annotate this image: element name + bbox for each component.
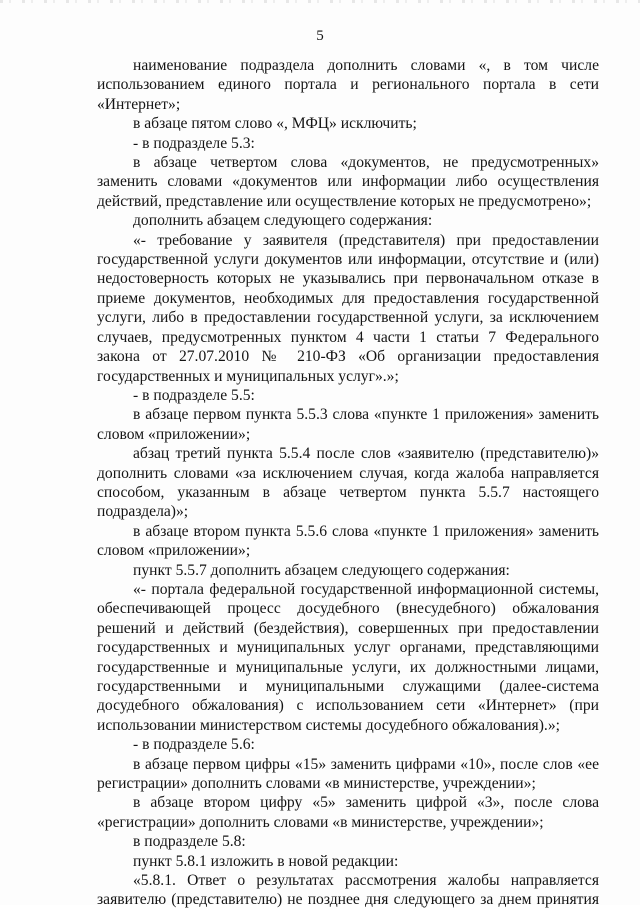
scan-edge-artifact bbox=[0, 0, 640, 3]
document-body bbox=[97, 56, 599, 910]
paragraph: дополнить абзацем следующего содержания: bbox=[133, 212, 433, 230]
paragraph: абзац третий пункта 5.5.4 после слов «заявителю (представителю)» дополнить словами «за исключением случая, когда жалоба направляется способом, указанным в абзаце четвертом пункта 5.5.7 настоящего подраздела)»; bbox=[97, 445, 599, 521]
paragraph: пункт 5.5.7 дополнить абзацем следующего содержания: bbox=[133, 561, 510, 579]
paragraph: пункт 5.8.1 изложить в новой редакции: bbox=[133, 852, 399, 870]
paragraph: в абзаце пятом слово «, МФЦ» исключить; bbox=[133, 115, 417, 133]
paragraph: - в подразделе 5.6: bbox=[133, 736, 255, 754]
paragraph: в подразделе 5.8: bbox=[133, 833, 246, 851]
paragraph: - в подразделе 5.3: bbox=[133, 134, 255, 152]
paragraph: в абзаце первом пункта 5.5.3 слова «пункте 1 приложения» заменить словом «приложении»; bbox=[97, 406, 599, 443]
paragraph: наименование подраздела дополнить словами «, в том числе использованием единого портала и регионального портала в сети «Интернет»; bbox=[97, 57, 599, 113]
paragraph: в абзаце втором пункта 5.5.6 слова «пункте 1 приложения» заменить словом «приложении»; bbox=[97, 522, 599, 560]
page-number: 5 bbox=[316, 28, 324, 44]
paragraph: «- портала федеральной государственной информационной системы, обеспечивающей процесс досудебного (внесудебного) обжалования решений и действий (бездействия), совершенных при предоставлении государственных и муниципальных услуг органами, представляющими государственные и муниципальные услуги, их должностными лицами, государственными и муниципальными служащими (далее-система досудебного обжалования) с использованием сети «Интернет» (при использовании министерством системы досудебного обжалования).»; bbox=[97, 580, 599, 734]
paragraph: в абзаце четвертом слова «документов, не предусмотренных» заменить словами «документов или информации либо осуществления действий, представление или осуществление которых не предусмотрено»; bbox=[97, 154, 599, 210]
paragraph: - в подразделе 5.5: bbox=[133, 386, 255, 404]
paragraph: «- требование у заявителя (представителя) при предоставлении государственной услуги документов или информации, отсутствие и (или) недостоверность которых не указывались при первоначальном отказе в приеме документов, необходимых для предоставления государственной услуги, либо в предоставлении государственной услуги, за исключением случаев, предусмотренных пунктом 4 части 1 статьи 7 Федерального закона от 27.07.2010 № 210-ФЗ «Об организации предоставления государственных и муниципальных услуг».»; bbox=[97, 231, 599, 385]
paragraph: «5.8.1. Ответ о результатах рассмотрения жалобы направляется заявителю (представителю) не позднее дня следующего за днем принятия bbox=[97, 872, 599, 909]
paragraph: в абзаце втором цифру «5» заменить цифрой «3», после слова «регистрации» дополнить словами «в министерстве, учреждении»; bbox=[97, 794, 599, 831]
paragraph: в абзаце первом цифры «15» заменить цифрами «10», после слов «ее регистрации» дополнить словами «в министерстве, учреждении»; bbox=[97, 755, 599, 793]
